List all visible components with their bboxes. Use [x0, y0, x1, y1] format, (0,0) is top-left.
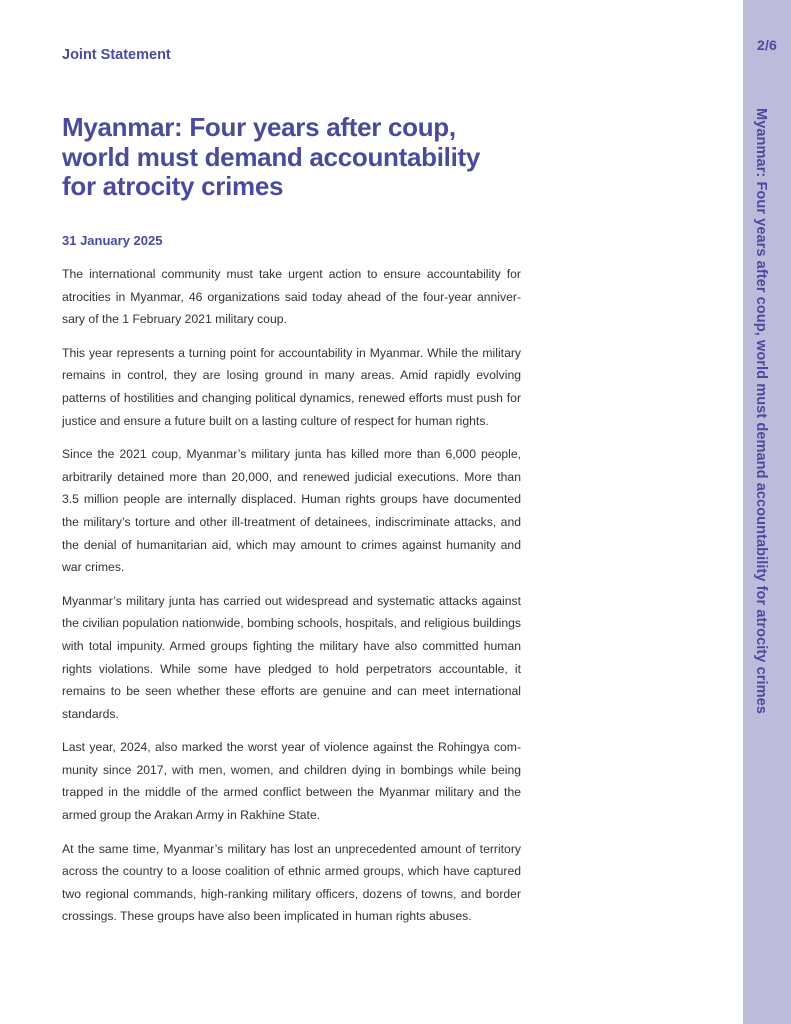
body-paragraph: Since the 2021 coup, Myanmar’s military junta has killed more than 6,000 people, arbitrarily detained more than 20,000, and renewed judicial executions. More than 3.5 million people are internally displaced. Human rights groups have documented the military’s torture and other ill-treatment of detainees, indiscriminate attacks, and the denial of humanitarian aid, which may amount to crimes against humanity and war crimes. [62, 447, 521, 575]
running-title: Myanmar: Four years after coup, world must demand accountability for atrocity crimes [753, 108, 769, 714]
headline [62, 113, 522, 202]
headline-line: world must demand accountability [62, 141, 481, 172]
body-paragraph: Last year, 2024, also marked the worst year of violence against the Rohingya community since 2017, with men, women, and children dying in bombings while being trapped in the middle of the armed conflict between the Myanmar military and the armed group the Arakan Army in Rakhine State. [62, 740, 521, 823]
body-paragraph: This year represents a turning point for accountability in Myanmar. While the military remains in control, they are losing ground in many areas. Amid rapidly evolving patterns of hostilities and changing political dynamics, renewed efforts must push for justice and ensure a future built on a lasting culture of respect for human rights. [62, 345, 521, 428]
article-body [62, 263, 521, 939]
headline-line: Myanmar: Four years after coup, [62, 112, 456, 142]
publication-date: 31 January 2025 [62, 233, 163, 248]
body-paragraph: Myanmar’s military junta has carried out widespread and systematic attacks against the civilian population nationwide, bombing schools, hospitals, and religious buildings with total impunity. Armed groups fighting the military have also committed human rights violations. While some have pledged to hold perpetrators accountable, it remains to be seen whether these efforts are genuine and can meet international standards. [62, 593, 521, 721]
body-paragraph: The international community must take urgent action to ensure accountability for atrocities in Myanmar, 46 organizations said today ahead of the four-year anniversary of the 1 February 2021 military coup. [62, 267, 521, 327]
headline-line: for atrocity crimes [62, 171, 284, 201]
document-type-label: Joint Statement [62, 47, 171, 63]
page-number: 2/6 [756, 37, 778, 53]
body-paragraph: At the same time, Myanmar’s military has lost an unprecedented amount of territory across the country to a loose coalition of ethnic armed groups, which have captured two regional commands, high-ranking military officers, dozens of towns, and border crossings. These groups have also been implicated in human rights abuses. [62, 841, 521, 924]
